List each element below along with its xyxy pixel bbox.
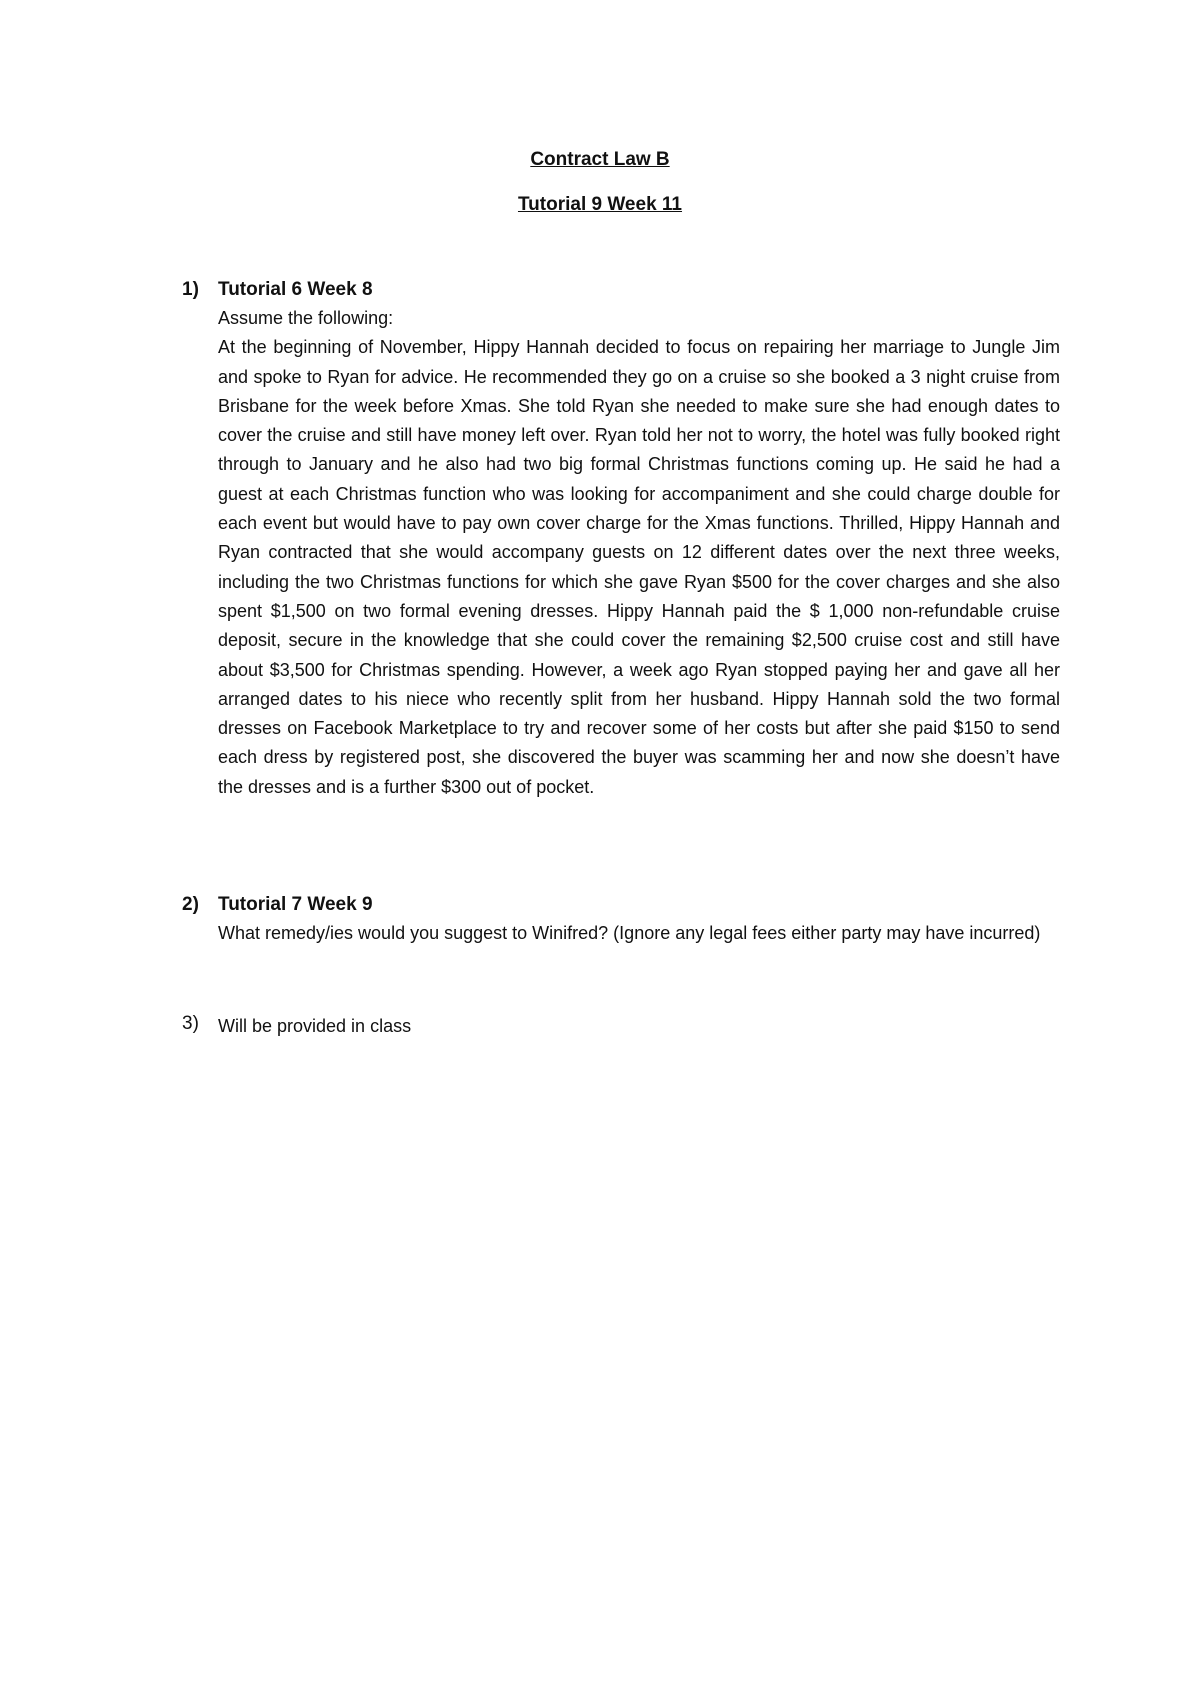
question-2-text: What remedy/ies would you suggest to Winifred? (Ignore any legal fees either party may have incurred) xyxy=(218,923,1041,943)
question-2-number: 2) xyxy=(182,894,199,915)
question-3-text: Will be provided in class xyxy=(218,1016,412,1036)
question-2-heading: Tutorial 7 Week 9 xyxy=(218,894,373,915)
document-title: Contract Law B xyxy=(530,149,670,170)
question-1-intro: Assume the following: xyxy=(218,308,394,328)
question-1-heading: Tutorial 6 Week 8 xyxy=(218,279,373,300)
question-2-body xyxy=(218,919,1060,948)
question-1-body xyxy=(218,304,1060,802)
question-3-number: 3) xyxy=(182,1013,199,1034)
question-3-body xyxy=(218,1012,1060,1041)
document-subtitle: Tutorial 9 Week 11 xyxy=(517,194,683,215)
question-1-number: 1) xyxy=(182,279,199,300)
question-1-scenario: At the beginning of November, Hippy Hannah decided to focus on repairing her marriage to Jungle Jim and spoke to Ryan for advice. He recommended they go on a cruise so she booked a 3 night cruise from Brisbane for the week before Xmas. She told Ryan she needed to make sure she had enough dates to cover the cruise and still have money left over. Ryan told her not to worry, the hotel was fully booked right through to January and he also had two big formal Christmas functions coming up. He said he had a guest at each Christmas function who was looking for accompaniment and she could charge double for each event but would have to pay own cover charge for the Xmas functions. Thrilled, Hippy Hannah and Ryan contracted that she would accompany guests on 12 different dates over the next three weeks, including the two Christmas functions for which she gave Ryan $500 for the cover charges and she also spent $1,500 on two formal evening dresses. Hippy Hannah paid the $ 1,000 non-refundable cruise deposit, secure in the knowledge that she could cover the remaining $2,500 cruise cost and still have about $3,500 for Christmas spending. However, a week ago Ryan stopped paying her and gave all her arranged dates to his niece who recently split from her husband. Hippy Hannah sold the two formal dresses on Facebook Marketplace to try and recover some of her costs but after she paid $150 to send each dress by registered post, she discovered the buyer was scamming her and now she doesn’t have the dresses and is a further $300 out of pocket. xyxy=(218,337,1060,797)
